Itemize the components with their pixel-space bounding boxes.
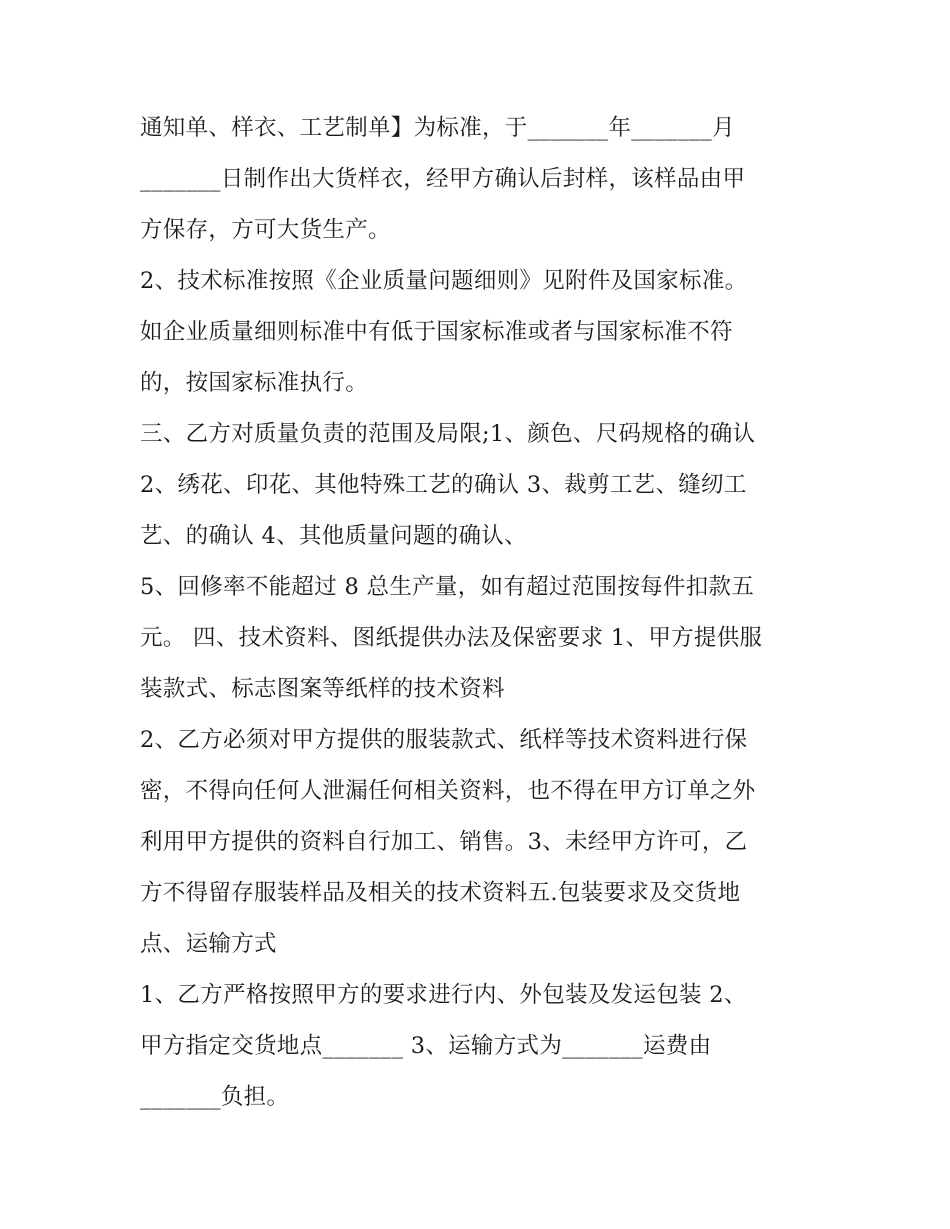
document-body	[140, 103, 830, 1123]
text-line: 利用甲方提供的资料自行加工、销售。3、未经甲方许可，乙	[140, 829, 748, 855]
text-line: 通知单、样衣、工艺制单】为标准，于_______年_______月	[140, 115, 735, 141]
text-line: 装款式、标志图案等纸样的技术资料	[140, 676, 505, 702]
text-line: 方保存，方可大货生产。	[140, 217, 391, 243]
text-line: 元。 四、技术资料、图纸提供办法及保密要求 1、甲方提供服	[140, 625, 763, 651]
text-line: 密，不得向任何人泄漏任何相关资料，也不得在甲方订单之外	[140, 778, 756, 804]
text-line: 2、乙方必须对甲方提供的服装款式、纸样等技术资料进行保	[140, 727, 748, 753]
text-line: 方不得留存服装样品及相关的技术资料五.包装要求及交货地	[140, 880, 741, 906]
text-line: 艺、的确认 4、其他质量问题的确认、	[140, 523, 527, 549]
text-line: _______日制作出大货样衣，经甲方确认后封样，该样品由甲	[140, 166, 746, 192]
text-line: 2、技术标准按照《企业质量问题细则》见附件及国家标准。	[140, 268, 748, 294]
text-line: 1、乙方严格按照甲方的要求进行内、外包装及发运包装 2、	[140, 982, 747, 1008]
text-line: 5、回修率不能超过 8 总生产量，如有超过范围按每件扣款五	[140, 574, 755, 600]
text-line: 甲方指定交货地点_______ 3、运输方式为_______运费由	[140, 1033, 712, 1059]
text-line: _______负担。	[140, 1084, 290, 1110]
text-line: 点、运输方式	[140, 931, 277, 957]
text-line: 2、绣花、印花、其他特殊工艺的确认 3、裁剪工艺、缝纫工	[140, 472, 747, 498]
text-line: 的，按国家标准执行。	[140, 370, 369, 396]
text-line: 如企业质量细则标准中有低于国家标准或者与国家标准不符	[140, 319, 733, 345]
text-line: 三、乙方对质量负责的范围及局限;1、颜色、尺码规格的确认	[140, 421, 756, 447]
